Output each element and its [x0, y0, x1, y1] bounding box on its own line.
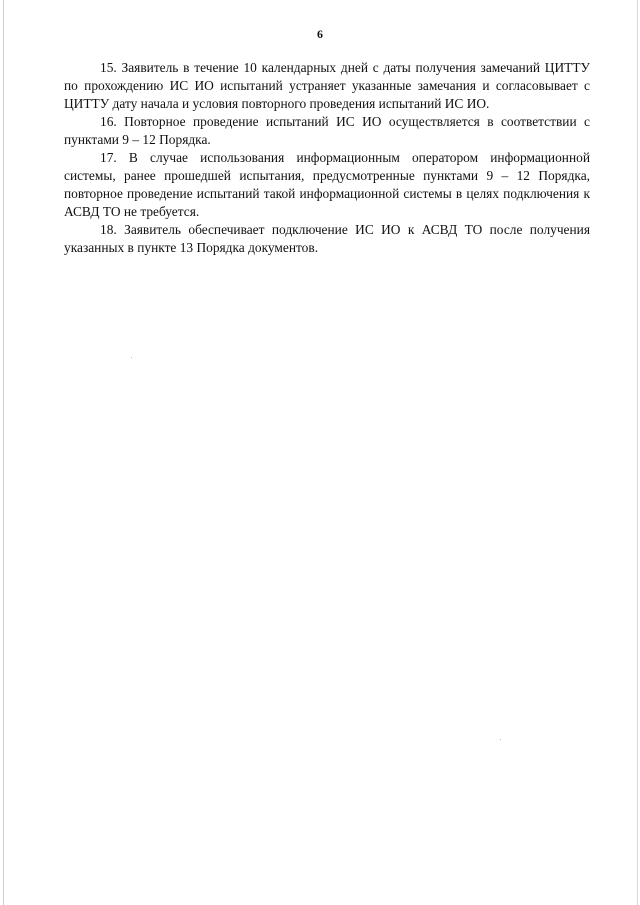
scan-edge-left	[3, 0, 4, 905]
paragraph-17: 17. В случае использования информационным оператором информационной системы, ранее прошедшей испытания, предусмотренные пунктами 9 – 12 Порядка, повторное проведение испытаний такой информационной системы в целях подключения к АСВД ТО не требуется.	[64, 150, 590, 219]
paragraph-15: 15. Заявитель в течение 10 календарных дней с даты получения замечаний ЦИТТУ по прохождению ИС ИО испытаний устраняет указанные замечания и согласовывает с ЦИТТУ дату начала и условия повторного проведения испытаний ИС ИО.	[64, 60, 590, 111]
page-number: 6	[317, 27, 323, 41]
paragraph-18: 18. Заявитель обеспечивает подключение ИС ИО к АСВД ТО после получения указанных в пункте 13 Порядка документов.	[64, 222, 590, 255]
document-body	[64, 59, 590, 257]
paragraph-16: 16. Повторное проведение испытаний ИС ИО осуществляется в соответствии с пунктами 9 – 12 Порядка.	[64, 114, 590, 147]
scan-speck	[500, 739, 501, 740]
scan-edge-right	[637, 0, 638, 905]
scan-speck	[131, 357, 132, 358]
